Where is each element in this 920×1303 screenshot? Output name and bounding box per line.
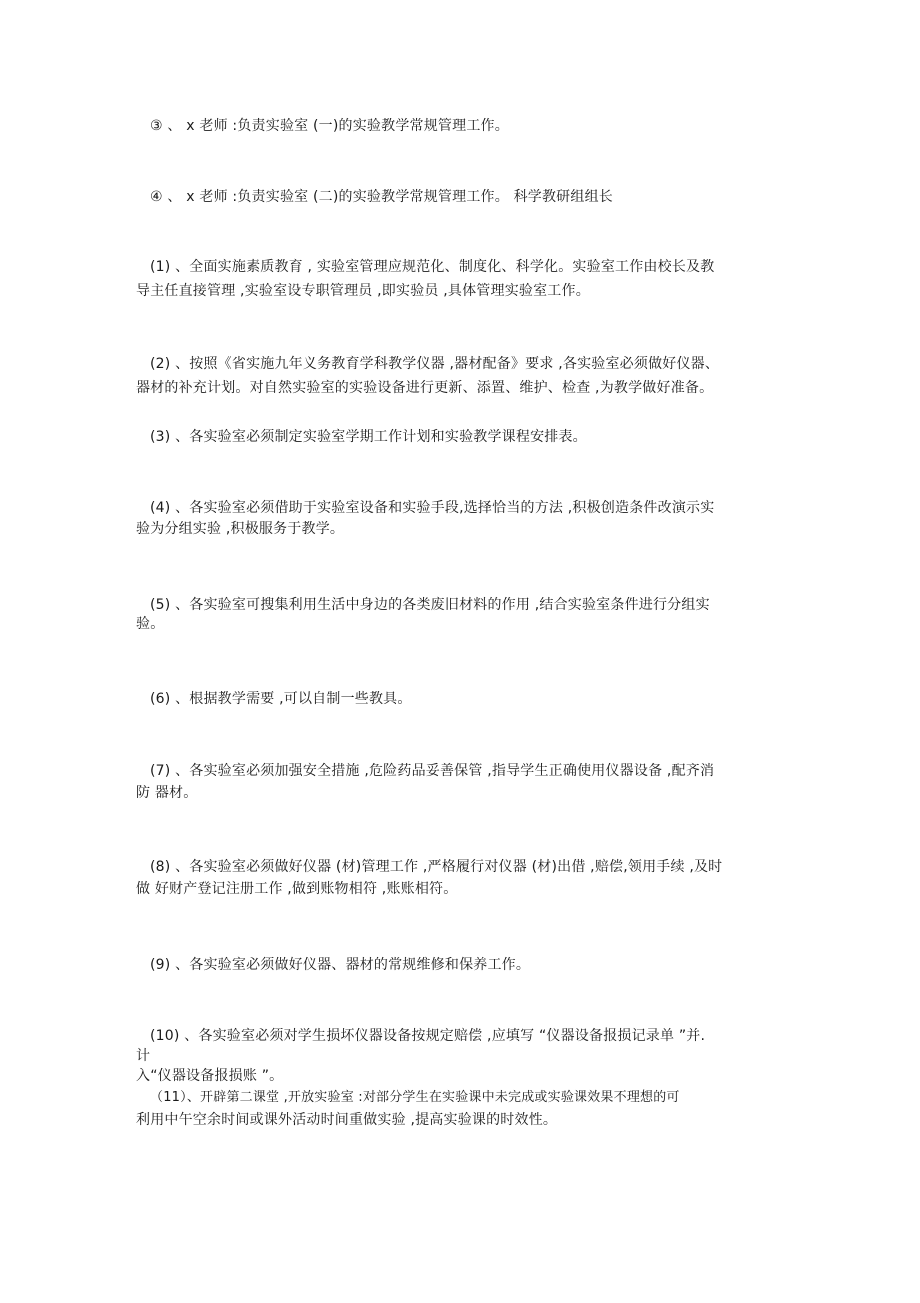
text-line: 防 器材。	[136, 785, 198, 801]
text-line: 入“仪器设备报损账 ”。	[136, 1068, 284, 1084]
text-line: 验为分组实验 ,积极服务于教学。	[136, 521, 345, 537]
text-line: (6) 、根据教学需要 ,可以自制一些教具。	[150, 691, 412, 707]
text-line: ③ 、 x 老师 :负责实验室 (一)的实验教学常规管理工作。	[150, 118, 509, 134]
text-line: 计	[136, 1048, 151, 1064]
text-line: (7) 、各实验室必须加强安全措施 ,危险药品妥善保管 ,指导学生正确使用仪器设备 ,配齐消	[150, 763, 715, 779]
text-line: 验。	[136, 616, 165, 632]
text-line: （11）、开辟第二课堂 ,开放实验室 :对部分学生在实验课中未完成或实验课效果不理想的可	[150, 1090, 680, 1105]
text-line: 器材的补充计划。对自然实验室的实验设备进行更新、添置、维护、检查 ,为教学做好准备。	[136, 380, 714, 396]
text-line: (10) 、各实验室必须对学生损坏仪器设备按规定赔偿 ,应填写 “仪器设备报损记录单 ”并.	[150, 1028, 706, 1044]
text-line: (5) 、各实验室可搜集利用生活中身边的各类废旧材料的作用 ,结合实验室条件进行分组实	[150, 597, 710, 613]
text-line: (2) 、按照《省实施九年义务教育学科教学仪器 ,器材配备》要求 ,各实验室必须做好仪器、	[150, 356, 720, 372]
text-line: ④ 、 x 老师 :负责实验室 (二)的实验教学常规管理工作。 科学教研组组长	[150, 189, 613, 205]
text-line: 导主任直接管理 ,实验室设专职管理员 ,即实验员 ,具体管理实验室工作。	[136, 283, 590, 299]
text-line: (4) 、各实验室必须借助于实验室设备和实验手段,选择恰当的方法 ,积极创造条件改演示实	[150, 500, 715, 516]
text-line: (8) 、各实验室必须做好仪器 (材)管理工作 ,严格履行对仪器 (材)出借 ,赔偿,领用手续 ,及时	[150, 859, 723, 875]
text-line: (3) 、各实验室必须制定实验室学期工作计划和实验教学课程安排表。	[150, 429, 587, 445]
text-line: (1) 、全面实施素质教育 , 实验室管理应规范化、制度化、科学化。实验室工作由校长及教	[150, 259, 715, 275]
text-line: 利用中午空余时间或课外活动时间重做实验 ,提高实验课的时效性。	[136, 1112, 558, 1128]
text-line: 做 好财产登记注册工作 ,做到账物相符 ,账账相符。	[136, 881, 458, 897]
text-line: (9) 、各实验室必须做好仪器、器材的常规维修和保养工作。	[150, 957, 531, 973]
